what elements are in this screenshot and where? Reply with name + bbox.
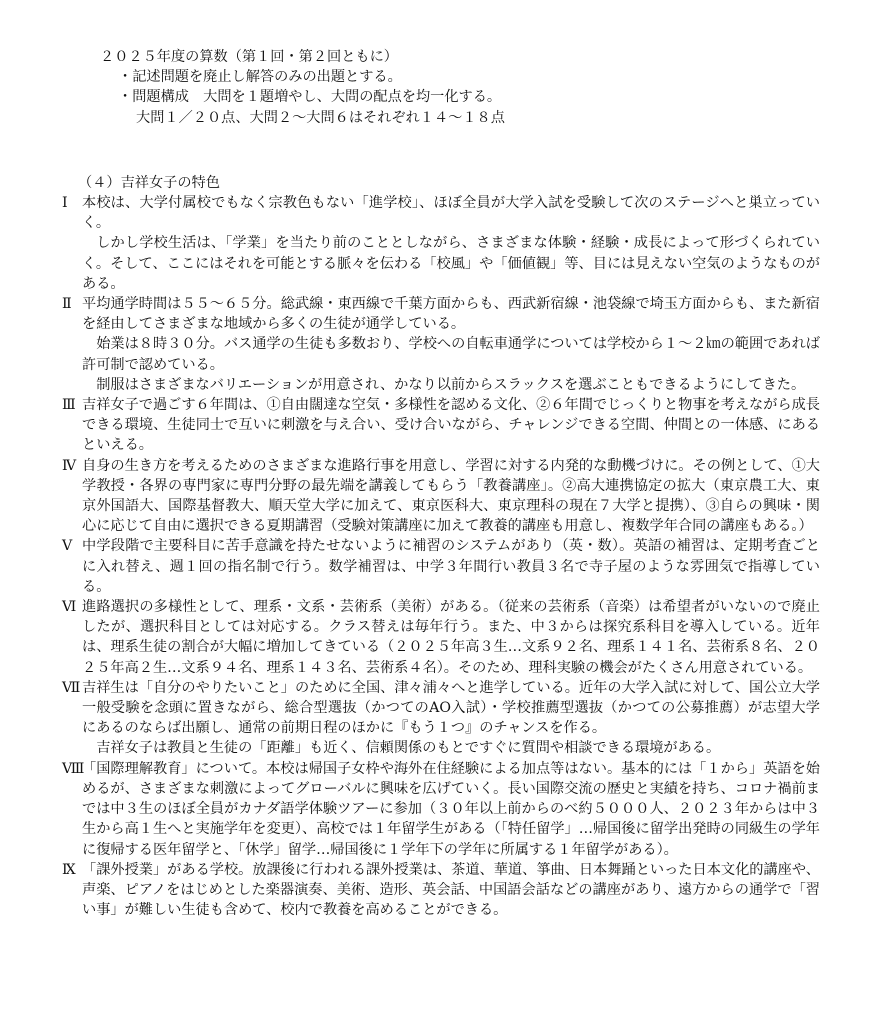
notice-bullet-detail: 大問１／２０点、大問２～大問６はそれぞれ１４～１８点: [136, 109, 505, 126]
feature-item-8: [62, 759, 820, 860]
item-paragraph: 吉祥女子で過ごす６年間は、①自由闊達な空気・多様性を認める文化、②６年間でじっくりと物事を考えながら成長できる環境、生徒同士で互いに刺激を与え合い、受け合いながら、チャレンジできる空間、仲間との一体感、にあるといえる。: [82, 397, 820, 454]
item-paragraph: 進路選択の多様性として、理系・文系・芸術系（美術）がある。（従来の芸術系（音楽）は希望者がいないので廃止したが、選択科目としては対応する。クラス替えは毎年行う。また、中３からは探究系科目を導入している。近年は、理系生徒の割合が大幅に増加してきている（２０２５年高３生…文系９２名、理系１４１名、芸術系８名、２０２５年高２生…文系９４名、理系１４３名、芸術系４名）。そのため、理科実験の機会がたくさん用意されている。: [82, 599, 820, 676]
item-numeral: Ⅱ: [62, 296, 72, 313]
feature-item-1: [62, 193, 820, 294]
item-paragraph: 本校は、大学付属校でもなく宗教色もない「進学校」、ほぼ全員が大学入試を受験して次のステージへと巣立っていく。: [82, 195, 820, 232]
notice-bullet: ・問題構成 大問を１題増やし、大問の配点を均一化する。: [118, 89, 502, 106]
item-numeral: Ⅸ: [62, 861, 76, 878]
item-numeral: Ⅷ: [62, 760, 85, 777]
item-paragraph: 「課外授業」がある学校。放課後に行われる課外授業は、茶道、華道、箏曲、日本舞踊といった日本文化的講座や、声楽、ピアノをはじめとした楽器演奏、美術、造形、英会話、中国語会話などの講座があり、遠方からの通学で「習い事」が難しい生徒も含めて、校内で教養を高めることができる。: [82, 861, 820, 919]
feature-item-9: [62, 860, 820, 921]
feature-item-2: [62, 294, 820, 395]
item-numeral: Ⅳ: [62, 457, 77, 474]
math-exam-notice: [100, 47, 860, 128]
item-paragraph: 制服はさまざまなバリエーションが用意され、かなり以前からスラックスを選ぶこともできるようにしてきた。: [96, 376, 806, 393]
feature-item-3: [62, 395, 820, 456]
item-numeral: Ⅵ: [62, 599, 77, 616]
feature-list: [62, 193, 820, 920]
item-paragraph: 吉祥生は「自分のやりたいこと」のために全国、津々浦々へと進学している。近年の大学入試に対して、国公立大学一般受験を念頭に置きながら、総合型選抜（かつてのAO入試）・学校推薦型選抜（かつての公募推薦）が志望大学にあるのならば出願し、通常の前期日程のほかに『もう１つ』のチャンスを作る。: [82, 679, 820, 737]
item-paragraph: しかし学校生活は、「学業」を当たり前のこととしながら、さまざまな体験・経験・成長によって形づくられていく。そして、ここにはそれを可能とする脈々を伝わる「校風」や「価値観」等、目には見えない空気のようなものがある。: [82, 235, 820, 292]
notice-bullet: ・記述問題を廃止し解答のみの出題とする。: [118, 69, 402, 86]
item-paragraph: 自身の生き方を考えるためのさまざまな進路行事を用意し、学習に対する内発的な動機づけに。その例として、①大学教授・各界の専門家に専門分野の最先端を講義してもらう「教養講座」。②高大連携協定の拡大（東京農工大、東京外国語大、国際基督教大、順天堂大学に加えて、東京医科大、東京理科の現在７大学と提携）、③自らの興味・関心に応じて自由に選択できる夏期講習（受験対策講座に加えて教養的講座も用意し、複数学年合同の講座もある。）: [82, 457, 820, 535]
feature-item-7: [62, 678, 820, 759]
section-title: （４）吉祥女子の特色: [78, 175, 220, 191]
item-paragraph: 中学段階で主要科目に苦手意識を持たせないように補習のシステムがあり（英・数）。英語の補習は、定期考査ごとに入れ替え、週１回の指名制で行う。数学補習は、中学３年間行い教員３名で寺子屋のような雰囲気で指導している。: [82, 538, 820, 595]
item-paragraph: 「国際理解教育」について。本校は帰国子女枠や海外在住経験による加点等はない。基本的には「１から」英語を始めるが、さまざまな刺激によってグローバルに興味を広げていく。長い国際交流の歴史と実績を持ち、コロナ禍前までは中３生のほぼ全員がカナダ語学体験ツアーに参加（３０年以上前からのべ約５０００人、２０２３年からは中３生から高１生へと実施学年を変更）、高校では１年留学生がある（「特任留学」…帰国後に留学出発時の同級生の学年に復帰する医年留学と、「休学」留学…帰国後に１学年下の学年に所属する１年留学がある）。: [82, 760, 820, 858]
notice-heading: ２０２５年度の算数（第１回・第２回ともに）: [100, 49, 398, 65]
feature-item-5: [62, 536, 820, 597]
item-numeral: Ⅴ: [62, 538, 73, 555]
feature-item-4: [62, 456, 820, 537]
item-paragraph: 吉祥女子は教員と生徒の「距離」も近く、信頼関係のもとですぐに質問や相談できる環境がある。: [96, 740, 721, 757]
item-numeral: Ⅶ: [62, 679, 81, 696]
item-numeral: Ⅰ: [62, 195, 68, 211]
item-paragraph: 始業は８時３０分。バス通学の生徒も多数おり、学校への自転車通学については学校から１～２㎞の範囲であれば許可制で認めている。: [82, 336, 820, 373]
item-paragraph: 平均通学時間は５５～６５分。総武線・東西線で千葉方面からも、西武新宿線・池袋線で埼玉方面からも、また新宿を経由してさまざまな地域から多くの生徒が通学している。: [82, 296, 820, 333]
item-numeral: Ⅲ: [62, 397, 76, 414]
feature-item-6: [62, 597, 820, 678]
